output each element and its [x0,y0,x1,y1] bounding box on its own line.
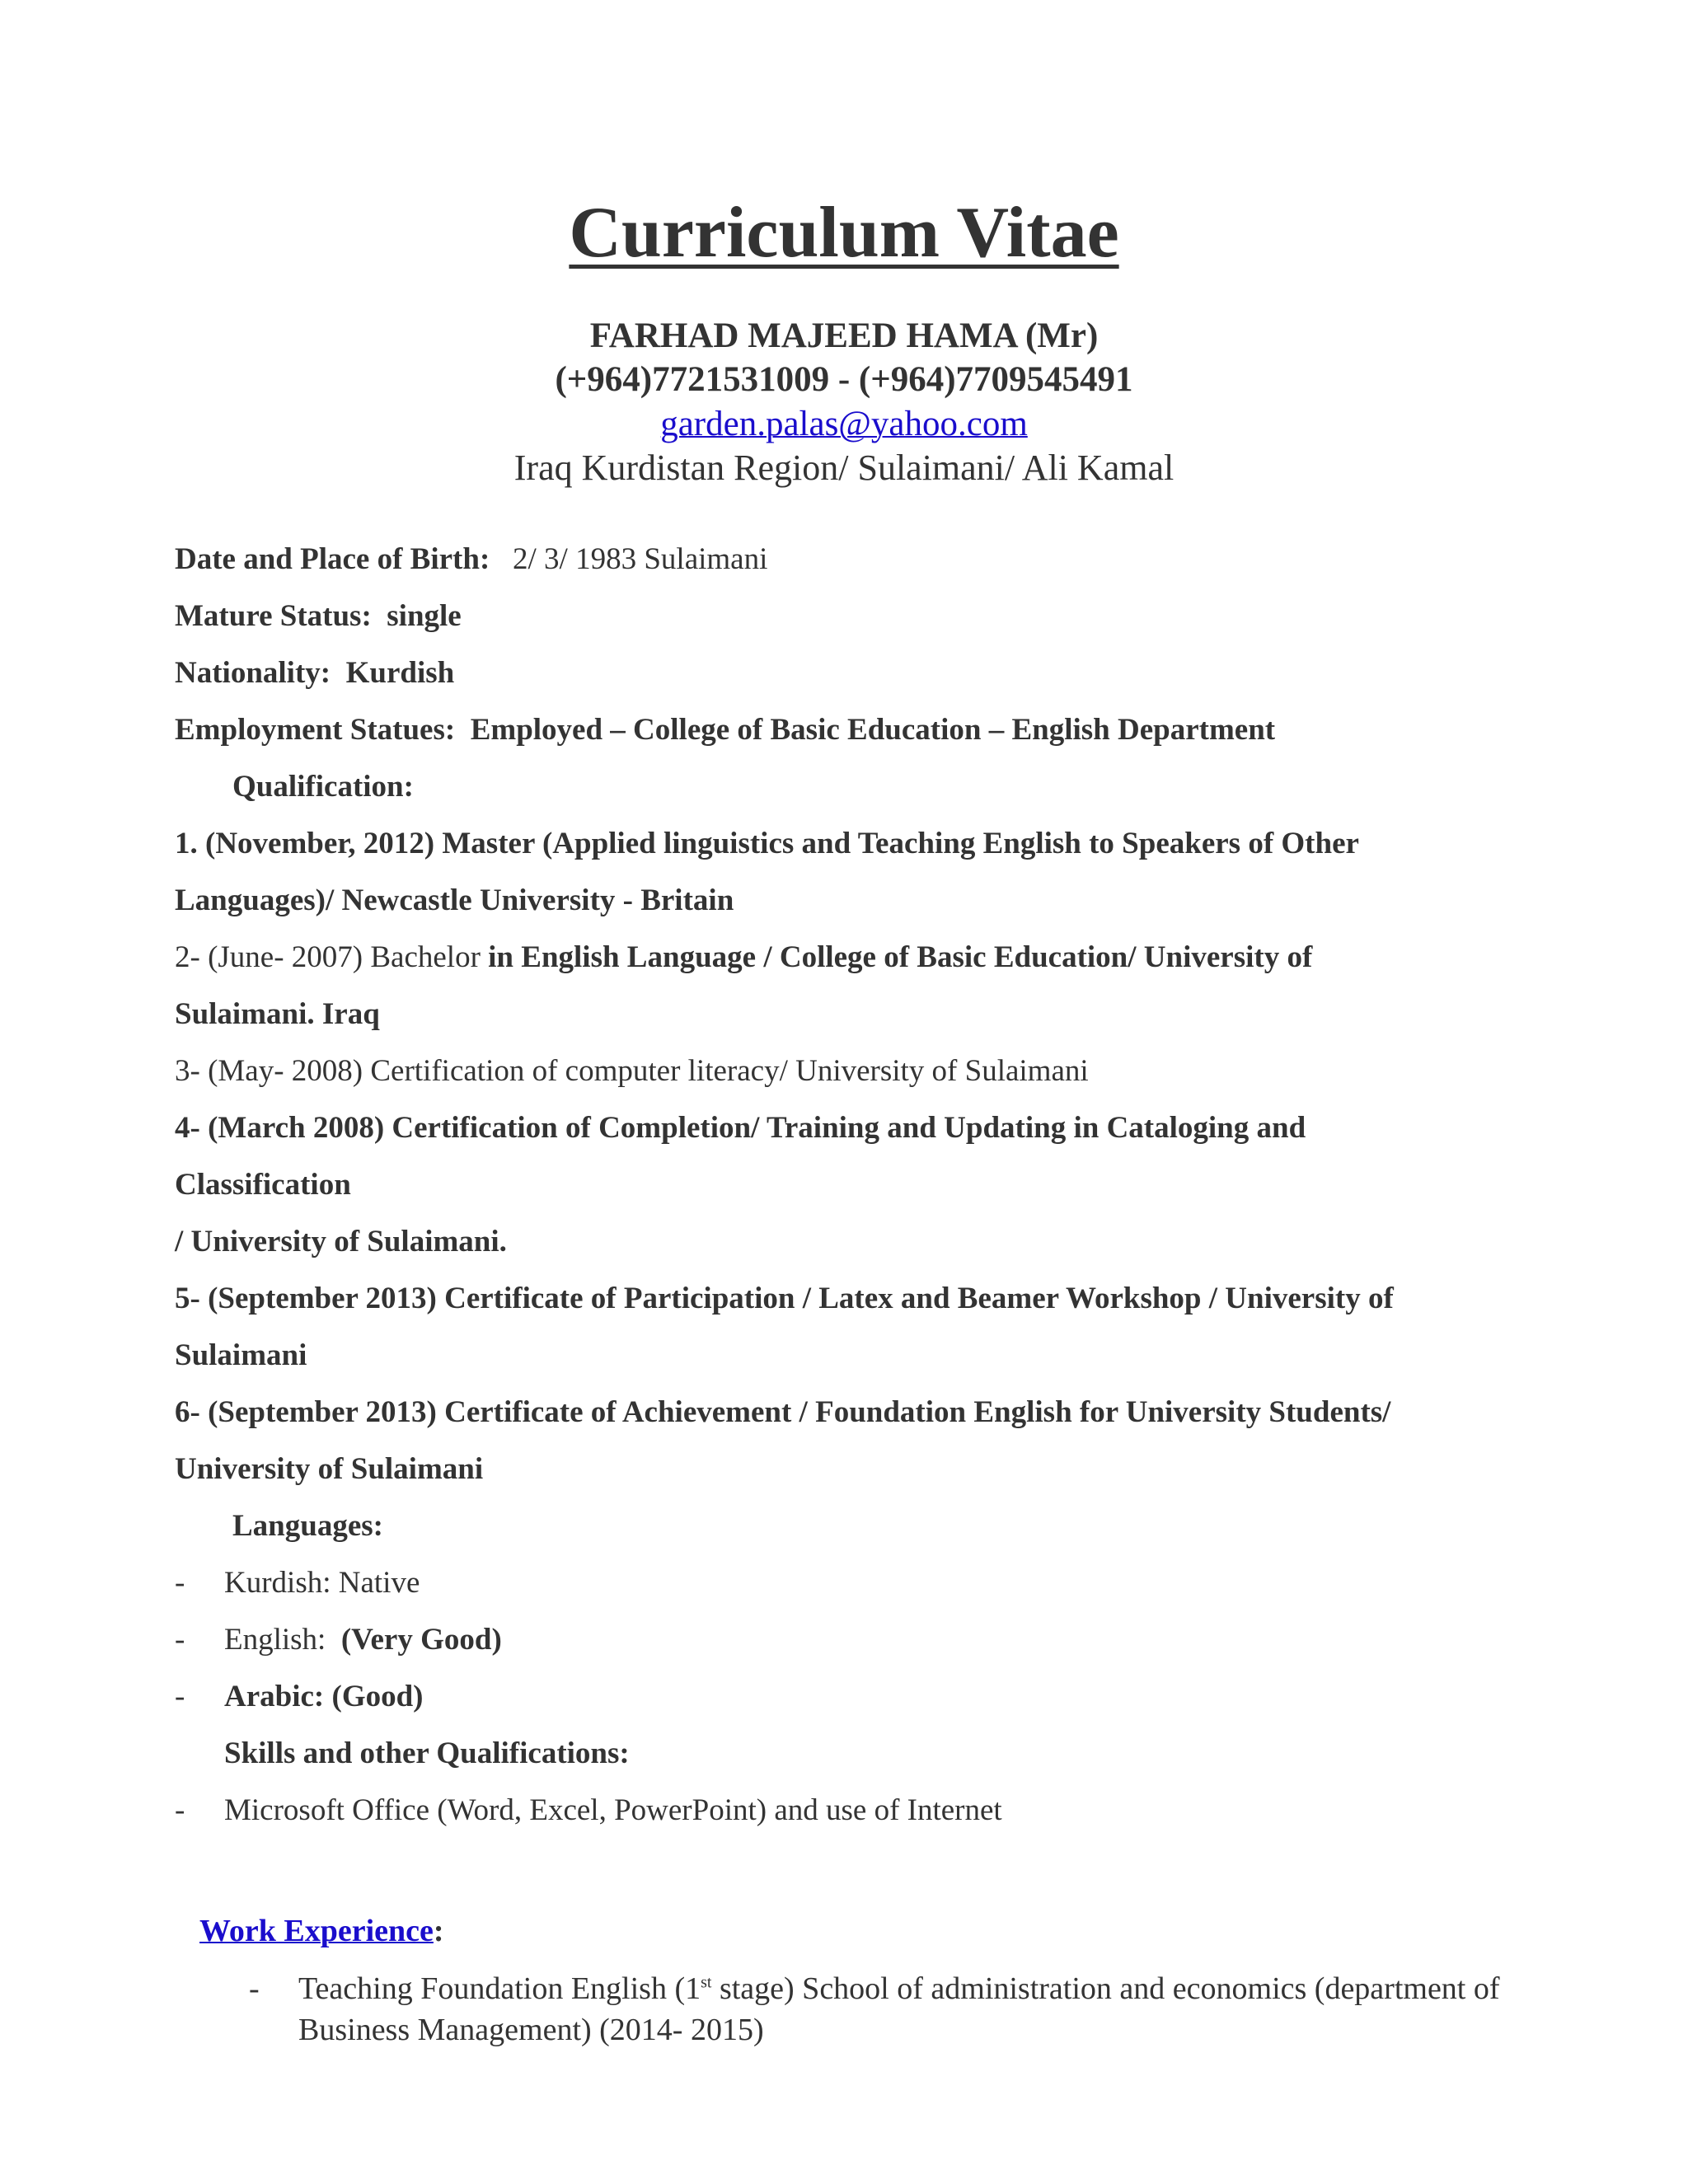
qualification-4-line3: / University of Sulaimani. [175,1225,507,1258]
work-item [298,1968,1568,2050]
qualification-2-prefix: 2- (June- 2007) Bachelor [175,940,489,974]
language-english [224,1620,502,1660]
skill-item: Microsoft Office (Word, Excel, PowerPoint) and use of Internet [224,1793,1002,1827]
work-item-text-a: Teaching Foundation English (1 [298,1971,701,2006]
qualification-1-line1: 1. (November, 2012) Master (Applied linguistics and Teaching English to Speakers of Other [175,827,1359,860]
nationality-row [175,654,454,693]
birth-row [175,540,767,579]
address: Iraq Kurdistan Region/ Sulaimani/ Ali Kamal [513,448,1175,488]
email-link[interactable]: garden.palas@yahoo.com [660,405,1028,443]
mature-value: single [387,599,462,633]
qualification-4-line1: 4- (March 2008) Certification of Completion/ Training and Updating in Cataloging and [175,1111,1306,1145]
employment-label: Employment Statues: [175,713,456,747]
work-experience-heading [199,1910,444,1952]
languages-heading: Languages: [232,1509,383,1543]
qualification-5-line1: 5- (September 2013) Certificate of Participation / Latex and Beamer Workshop / University of [175,1282,1394,1315]
english-label: English: [224,1623,334,1657]
list-dash: - [175,1623,185,1657]
mature-label: Mature Status: [175,599,372,633]
list-dash: - [249,1971,260,2006]
qualification-heading: Qualification: [232,770,414,804]
work-item-text-b: stage) School of administration and economics (department of Business Management) (2014- 2015) [298,1971,1500,2047]
qualification-4-line2: Classification [175,1168,351,1202]
qualification-2-line1 [175,938,1312,977]
work-experience-link[interactable]: Work Experience [199,1914,434,1948]
birth-value: 2/ 3/ 1983 Sulaimani [513,542,768,576]
list-dash: - [175,1566,185,1600]
language-arabic: Arabic: (Good) [224,1680,424,1713]
employment-value: Employed – College of Basic Education – English Department [470,713,1276,747]
list-dash: - [175,1793,185,1827]
qualification-2-detail: in English Language / College of Basic Education/ University of [488,940,1313,974]
candidate-name: FARHAD MAJEED HAMA (Mr) [589,316,1099,355]
qualification-6-line2: University of Sulaimani [175,1452,484,1486]
nationality-label: Nationality: [175,656,331,690]
phone-numbers: (+964)7721531009 - (+964)7709545491 [555,360,1133,399]
heading-colon: : [433,1914,444,1948]
language-kurdish: Kurdish: Native [224,1566,420,1600]
ordinal-suffix: st [701,1973,712,1992]
mature-row [175,597,462,636]
qualification-6-line1: 6- (September 2013) Certificate of Achievement / Foundation English for University Students/ [175,1395,1391,1429]
qualification-3: 3- (May- 2008) Certification of computer literacy/ University of Sulaimani [175,1054,1089,1088]
employment-row [175,710,1275,750]
birth-label: Date and Place of Birth: [175,542,490,576]
page-title: Curriculum Vitae [569,193,1119,273]
qualification-5-line2: Sulaimani [175,1338,307,1372]
qualification-1-line2: Languages)/ Newcastle University - Britain [175,883,734,917]
skills-heading: Skills and other Qualifications: [224,1736,630,1770]
nationality-value: Kurdish [345,656,455,690]
list-dash: - [175,1680,185,1713]
qualification-2-line2: Sulaimani. Iraq [175,997,380,1031]
email-line [0,401,1688,448]
english-level: (Very Good) [340,1623,502,1657]
